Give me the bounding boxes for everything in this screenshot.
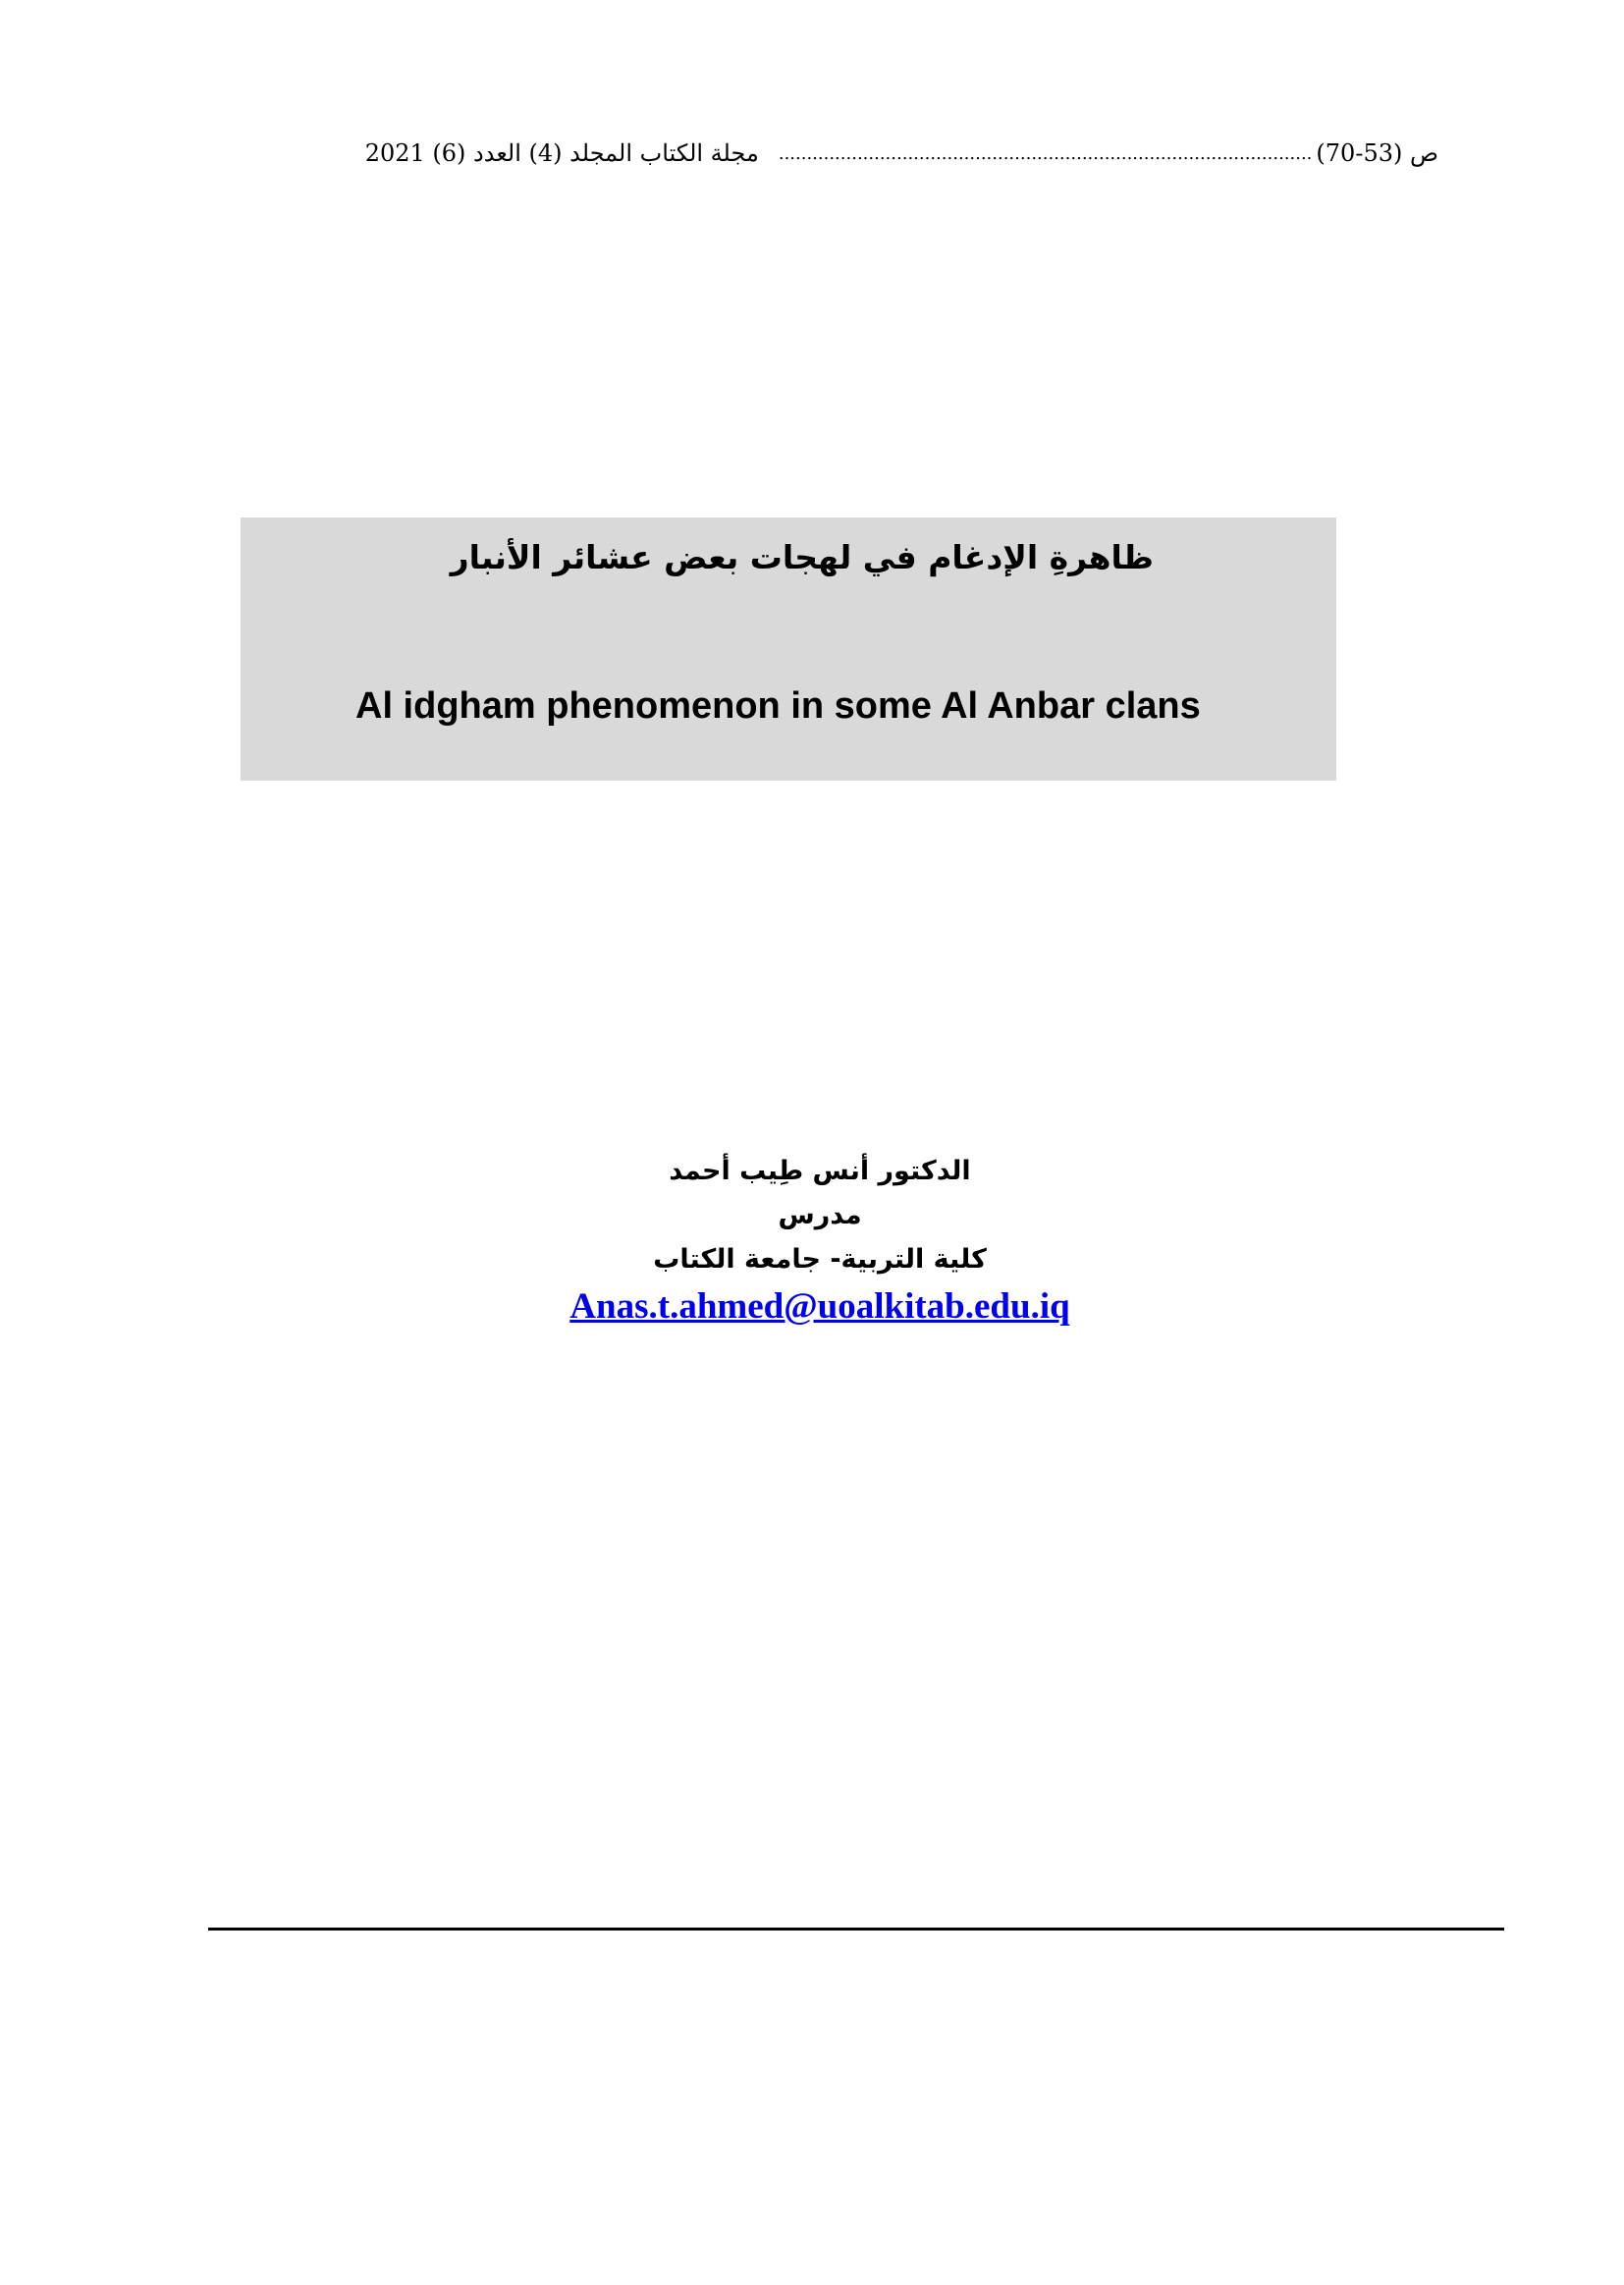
header-leader-dots: ...............................................................................................	[778, 142, 1313, 164]
author-email-link[interactable]: Anas.t.ahmed@uoalkitab.edu.iq	[569, 1286, 1070, 1327]
author-affiliation: كلية التربية- جامعة الكتاب	[653, 1244, 987, 1275]
author-name: الدكتور أنس طِيب أحمد	[669, 1156, 971, 1186]
author-rank: مدرس	[778, 1200, 862, 1230]
footer-divider	[208, 1928, 1504, 1931]
journal-citation: مجلة الكتاب المجلد (4) العدد (6) 2021	[364, 139, 759, 167]
running-header	[280, 134, 1438, 173]
title-english: Al idgham phenomenon in some Al Anbar clans	[355, 685, 1201, 727]
page-range: ص (53-70)	[1316, 139, 1438, 167]
title-arabic: ظاهرةِ الإدغام في لهجات بعض عشائر الأنبار	[450, 538, 1154, 576]
author-block	[491, 1149, 1149, 1328]
